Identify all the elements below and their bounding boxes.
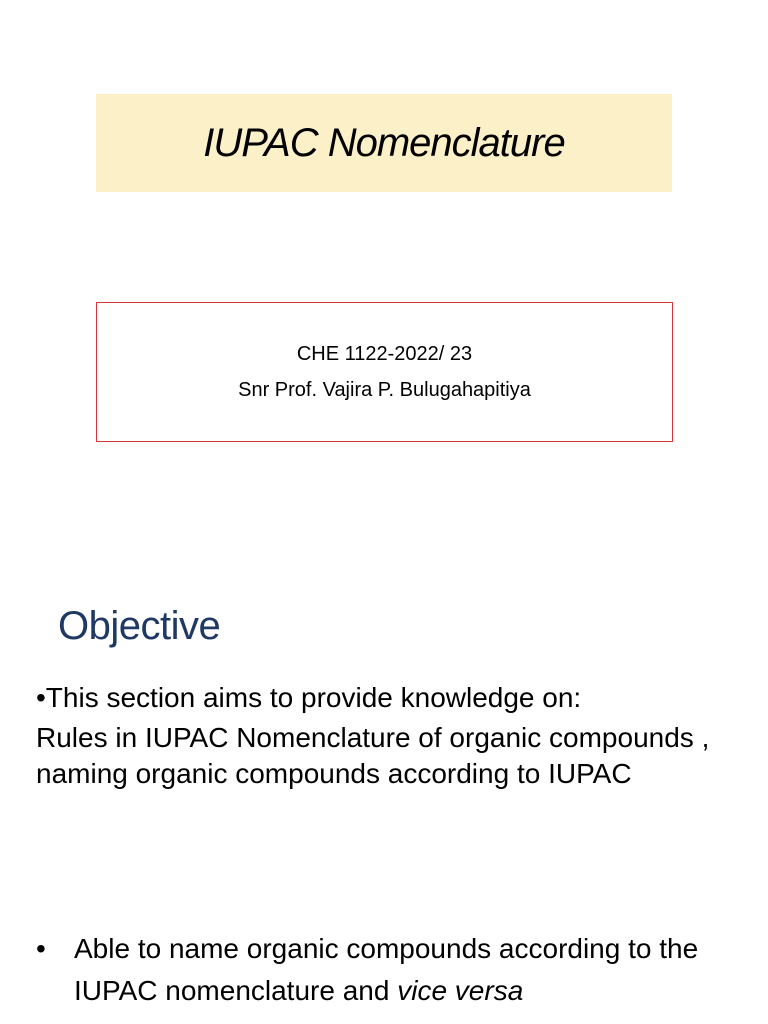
objective-slide [0, 560, 768, 1024]
title-banner [96, 94, 672, 192]
objective-intro: •This section aims to provide knowledge on: [36, 682, 582, 713]
bullet-emphasis: vice versa [397, 975, 524, 1006]
objective-body: Rules in IUPAC Nomenclature of organic compounds , naming organic compounds according to IUPAC [36, 722, 710, 789]
objective-heading: Objective [58, 604, 221, 648]
bullet-text [74, 928, 736, 1012]
bullet-main-text: Able to name organic compounds according to the IUPAC nomenclature and [74, 933, 699, 1006]
course-info-box [96, 302, 673, 442]
course-code: CHE 1122-2022/ 23 [296, 343, 473, 365]
objective-bullet [36, 928, 736, 1012]
bullet-dot: • [36, 933, 46, 964]
objective-paragraph [36, 680, 736, 792]
slide-title: IUPAC Nomenclature [203, 120, 565, 165]
lecturer-name: Snr Prof. Vajira P. Bulugahapitiya [238, 379, 531, 401]
